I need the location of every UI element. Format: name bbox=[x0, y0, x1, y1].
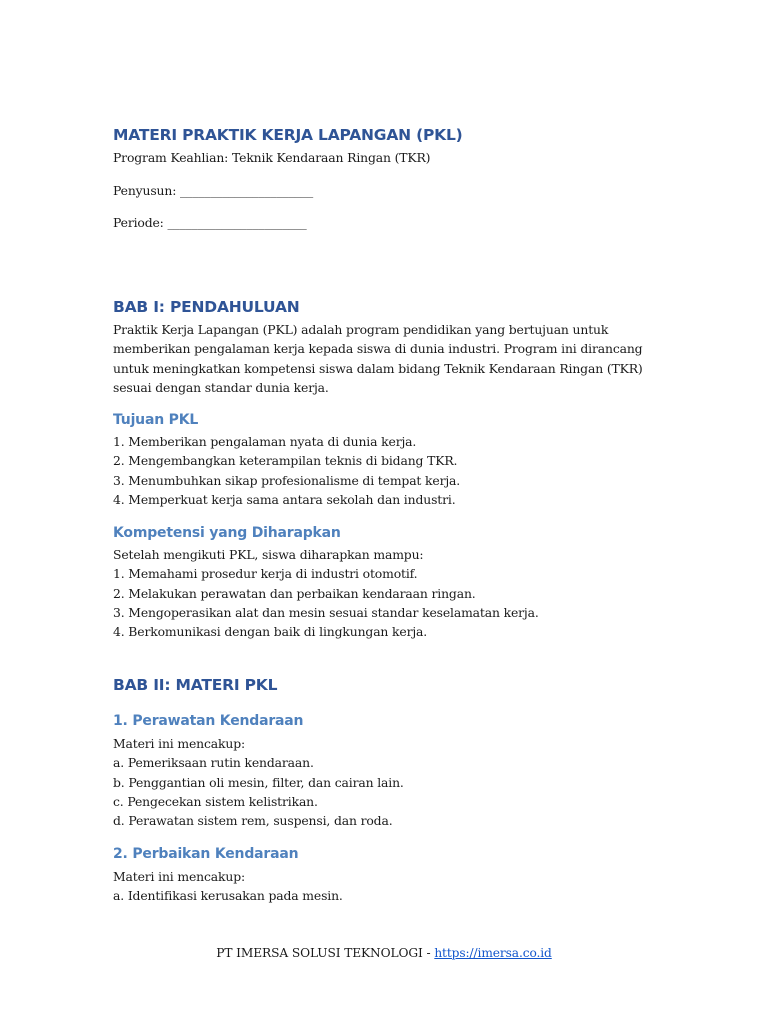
periode-line: Periode: _______________________ bbox=[113, 215, 307, 230]
perawatan-list bbox=[113, 734, 404, 830]
bab2-heading: BAB II: MATERI PKL bbox=[113, 676, 278, 694]
tujuan-heading: Tujuan PKL bbox=[113, 412, 199, 428]
bab1-heading: BAB I: PENDAHULUAN bbox=[113, 298, 300, 316]
list-item: 4. Berkomunikasi dengan baik di lingkungan kerja. bbox=[113, 624, 428, 640]
list-item: 2. Mengembangkan keterampilan teknis di bidang TKR. bbox=[113, 453, 458, 469]
list-item: d. Perawatan sistem rem, suspensi, dan roda. bbox=[113, 813, 393, 829]
perbaikan-heading: 2. Perbaikan Kendaraan bbox=[113, 846, 299, 862]
list-item: c. Pengecekan sistem kelistrikan. bbox=[113, 793, 318, 809]
list-item: b. Penggantian oli mesin, filter, dan cairan lain. bbox=[113, 774, 404, 790]
list-item: a. Identifikasi kerusakan pada mesin. bbox=[113, 888, 343, 904]
paragraph-line: untuk meningkatkan kompetensi siswa dalam bidang Teknik Kendaraan Ringan (TKR) bbox=[113, 360, 643, 376]
list-item: 4. Memperkuat kerja sama antara sekolah dan industri. bbox=[113, 491, 456, 507]
paragraph-line: memberikan pengalaman kerja kepada siswa di dunia industri. Program ini dirancang bbox=[113, 341, 643, 357]
tujuan-list bbox=[113, 432, 460, 509]
document-title: MATERI PRAKTIK KERJA LAPANGAN (PKL) bbox=[113, 126, 463, 144]
paragraph-line: sesuai dengan standar dunia kerja. bbox=[113, 379, 329, 395]
paragraph-line: Praktik Kerja Lapangan (PKL) adalah program pendidikan yang bertujuan untuk bbox=[113, 322, 609, 337]
perawatan-heading: 1. Perawatan Kendaraan bbox=[113, 713, 304, 729]
perbaikan-list bbox=[113, 867, 343, 906]
list-lead: Setelah mengikuti PKL, siswa diharapkan mampu: bbox=[113, 547, 424, 562]
footer-link[interactable]: https://imersa.co.id bbox=[434, 946, 552, 960]
bab1-intro bbox=[113, 320, 643, 397]
list-item: 1. Memahami prosedur kerja di industri otomotif. bbox=[113, 566, 418, 582]
list-item: 3. Mengoperasikan alat dan mesin sesuai standar keselamatan kerja. bbox=[113, 604, 539, 620]
list-lead: Materi ini mencakup: bbox=[113, 869, 246, 884]
footer-company: PT IMERSA SOLUSI TEKNOLOGI - bbox=[216, 946, 435, 960]
list-item: 2. Melakukan perawatan dan perbaikan kendaraan ringan. bbox=[113, 585, 476, 601]
penyusun-line: Penyusun: ______________________ bbox=[113, 183, 314, 198]
list-lead: Materi ini mencakup: bbox=[113, 736, 246, 751]
list-item: 1. Memberikan pengalaman nyata di dunia kerja. bbox=[113, 434, 417, 449]
list-item: a. Pemeriksaan rutin kendaraan. bbox=[113, 755, 314, 771]
kompetensi-heading: Kompetensi yang Diharapkan bbox=[113, 525, 341, 541]
kompetensi-list bbox=[113, 545, 539, 641]
list-item: 3. Menumbuhkan sikap profesionalisme di tempat kerja. bbox=[113, 472, 461, 488]
program-line: Program Keahlian: Teknik Kendaraan Ringan (TKR) bbox=[113, 150, 431, 165]
page-footer bbox=[0, 946, 768, 960]
